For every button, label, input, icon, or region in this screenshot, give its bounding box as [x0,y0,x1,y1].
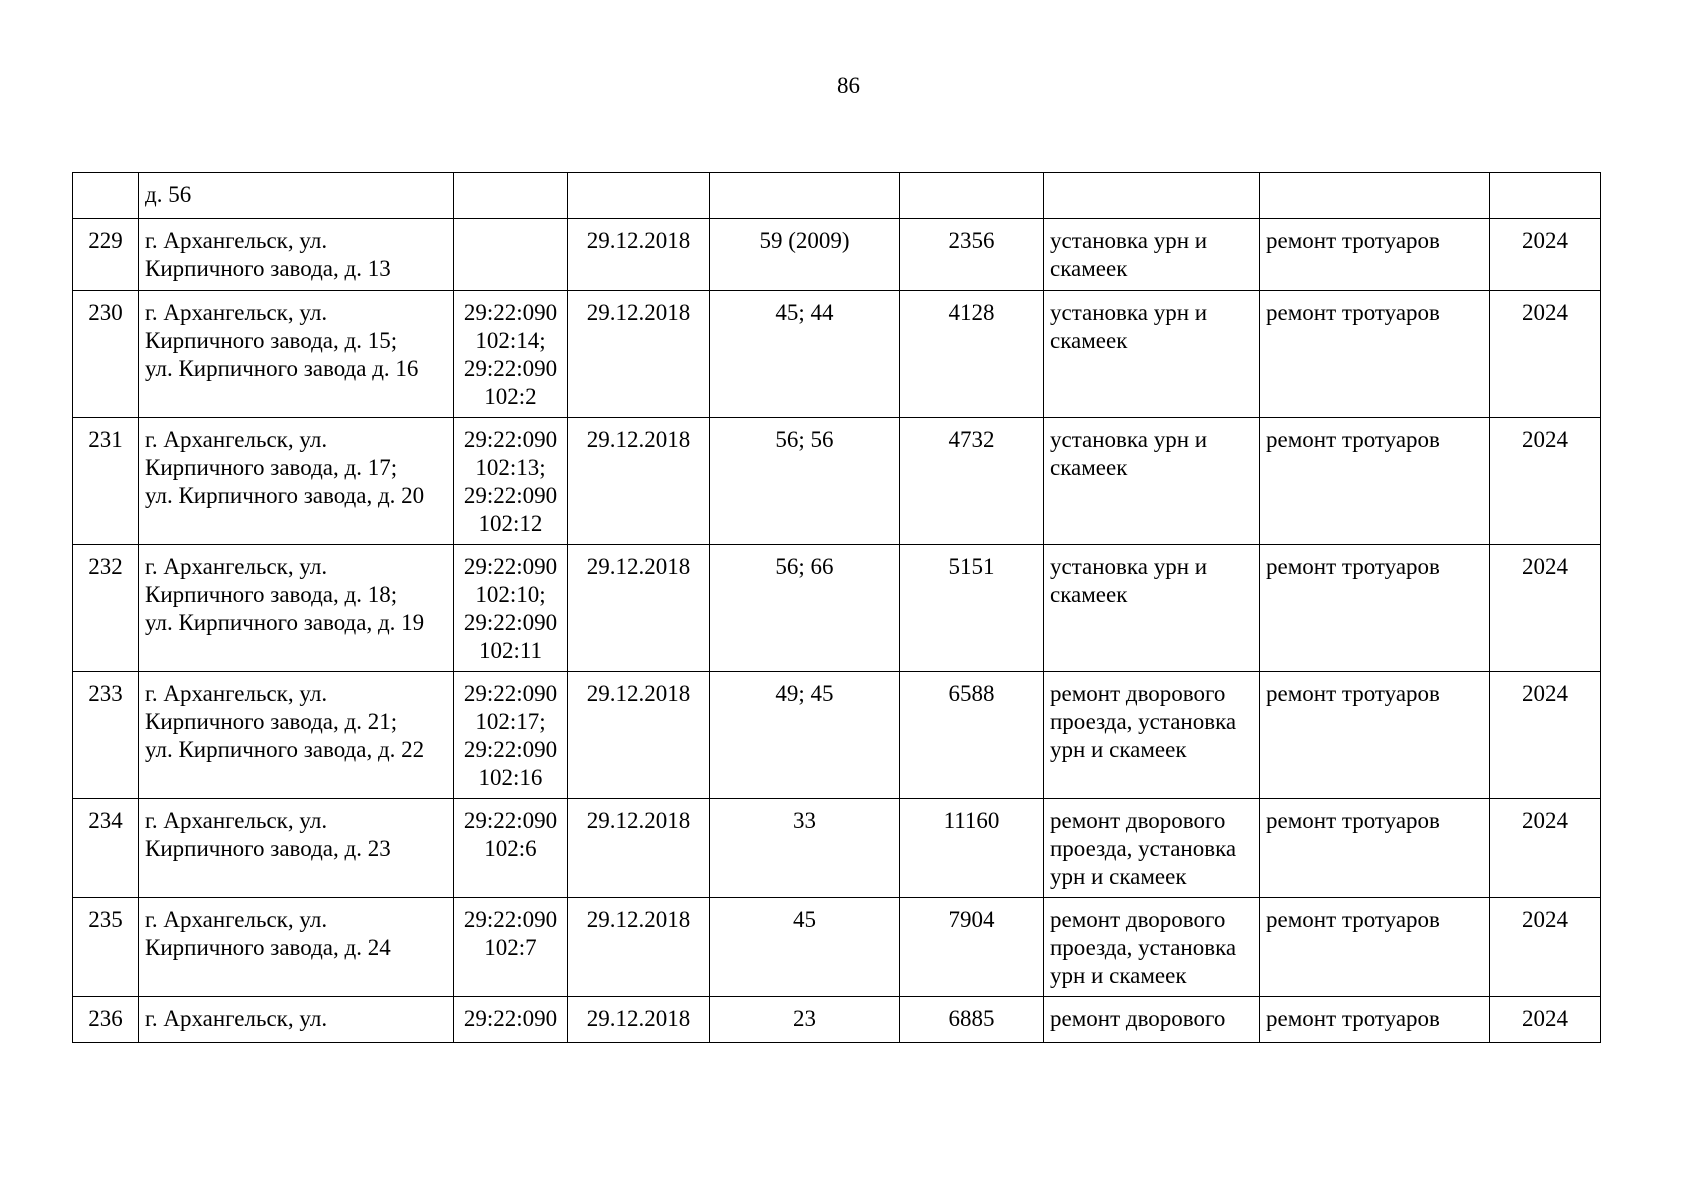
cadastral-number-cell [454,219,568,291]
minimal-works-cell-line: проезда, установка [1050,836,1237,861]
building-info-cell: 33 [710,799,900,898]
registry-table [72,172,1601,1043]
address-cell [139,291,454,418]
minimal-works-cell-line: проезда, установка [1050,709,1237,734]
row-number: 229 [73,219,139,291]
cadastral-number-cell-line: 102:14; [475,328,546,353]
area-cell: 4732 [900,418,1044,545]
area-cell [900,173,1044,219]
year-cell: 2024 [1490,997,1601,1043]
additional-works-cell: ремонт тротуаров [1260,898,1490,997]
area-cell: 6588 [900,672,1044,799]
address-cell-line: ул. Кирпичного завода, д. 20 [145,483,425,508]
row-number: 231 [73,418,139,545]
building-info-cell: 56; 56 [710,418,900,545]
building-info-cell: 23 [710,997,900,1043]
building-info-cell: 45; 44 [710,291,900,418]
minimal-works-cell-line: урн и скамеек [1050,864,1187,889]
address-cell-line: г. Архангельск, ул. [145,907,328,932]
inventory-date-cell: 29.12.2018 [568,291,710,418]
cadastral-number-cell-line: 29:22:090 [463,1006,558,1031]
additional-works-cell: ремонт тротуаров [1260,291,1490,418]
building-info-cell: 45 [710,898,900,997]
row-number: 235 [73,898,139,997]
building-info-cell: 56; 66 [710,545,900,672]
table-row [73,997,1601,1043]
minimal-works-cell-line: установка урн и [1050,228,1208,253]
additional-works-cell: ремонт тротуаров [1260,672,1490,799]
building-info-cell [710,173,900,219]
cadastral-number-cell-line: 29:22:090 [463,808,558,833]
inventory-date-cell: 29.12.2018 [568,545,710,672]
cadastral-number-cell-line: 102:2 [484,384,537,409]
minimal-works-cell-line: ремонт дворового [1050,907,1226,932]
minimal-works-cell [1044,672,1260,799]
cadastral-number-cell [454,291,568,418]
cadastral-number-cell [454,545,568,672]
cadastral-number-cell-line: 102:16 [478,765,543,790]
year-cell: 2024 [1490,799,1601,898]
address-cell-line: ул. Кирпичного завода, д. 19 [145,610,425,635]
building-info-cell: 59 (2009) [710,219,900,291]
table-row [73,173,1601,219]
address-cell-line: Кирпичного завода, д. 13 [145,256,391,281]
minimal-works-cell [1044,997,1260,1043]
row-number: 230 [73,291,139,418]
cadastral-number-cell-line: 102:12 [478,511,543,536]
table-row [73,545,1601,672]
minimal-works-cell-line: скамеек [1050,328,1128,353]
table-body [73,173,1601,1043]
inventory-date-cell: 29.12.2018 [568,672,710,799]
inventory-date-cell [568,173,710,219]
cadastral-number-cell-line: 29:22:090 [463,356,558,381]
year-cell: 2024 [1490,418,1601,545]
year-cell [1490,173,1601,219]
table-row [73,898,1601,997]
address-cell-line: г. Архангельск, ул. [145,1006,328,1031]
address-cell [139,672,454,799]
inventory-date-cell: 29.12.2018 [568,997,710,1043]
table-row [73,291,1601,418]
cadastral-number-cell [454,418,568,545]
table-row [73,799,1601,898]
address-cell-line: ул. Кирпичного завода, д. 22 [145,737,425,762]
address-cell-line: г. Архангельск, ул. [145,427,328,452]
cadastral-number-cell-line: 29:22:090 [463,681,558,706]
minimal-works-cell-line: скамеек [1050,256,1128,281]
year-cell: 2024 [1490,291,1601,418]
additional-works-cell: ремонт тротуаров [1260,418,1490,545]
minimal-works-cell-line: установка урн и [1050,554,1208,579]
inventory-date-cell: 29.12.2018 [568,799,710,898]
address-cell-line: Кирпичного завода, д. 21; [145,709,398,734]
year-cell: 2024 [1490,219,1601,291]
minimal-works-cell-line: ремонт дворового [1050,808,1226,833]
address-cell [139,997,454,1043]
building-info-cell: 49; 45 [710,672,900,799]
minimal-works-cell-line: ремонт дворового [1050,681,1226,706]
row-number: 233 [73,672,139,799]
cadastral-number-cell-line: 29:22:090 [463,907,558,932]
address-cell-line: ул. Кирпичного завода д. 16 [145,356,419,381]
minimal-works-cell-line: ремонт дворового [1050,1006,1226,1031]
table-row [73,418,1601,545]
year-cell: 2024 [1490,898,1601,997]
address-cell [139,418,454,545]
cadastral-number-cell-line: 29:22:090 [463,554,558,579]
address-cell [139,545,454,672]
address-cell-line: Кирпичного завода, д. 18; [145,582,398,607]
additional-works-cell: ремонт тротуаров [1260,997,1490,1043]
address-cell-line: Кирпичного завода, д. 23 [145,836,391,861]
minimal-works-cell [1044,418,1260,545]
area-cell: 7904 [900,898,1044,997]
cadastral-number-cell-line: 102:7 [484,935,537,960]
cadastral-number-cell [454,997,568,1043]
cadastral-number-cell-line: 102:17; [475,709,546,734]
cadastral-number-cell-line: 29:22:090 [463,610,558,635]
minimal-works-cell [1044,291,1260,418]
cadastral-number-cell-line: 102:6 [484,836,537,861]
address-cell-line: Кирпичного завода, д. 15; [145,328,398,353]
minimal-works-cell [1044,799,1260,898]
cadastral-number-cell [454,898,568,997]
cadastral-number-cell-line: 29:22:090 [463,427,558,452]
inventory-date-cell: 29.12.2018 [568,418,710,545]
cadastral-number-cell-line: 29:22:090 [463,300,558,325]
row-number: 232 [73,545,139,672]
minimal-works-cell-line: проезда, установка [1050,935,1237,960]
cadastral-number-cell [454,672,568,799]
address-cell-line: Кирпичного завода, д. 24 [145,935,391,960]
minimal-works-cell [1044,219,1260,291]
minimal-works-cell [1044,898,1260,997]
row-number: 236 [73,997,139,1043]
address-cell-line: д. 56 [145,182,192,207]
minimal-works-cell-line: скамеек [1050,455,1128,480]
address-cell [139,799,454,898]
additional-works-cell: ремонт тротуаров [1260,799,1490,898]
cadastral-number-cell-line: 29:22:090 [463,737,558,762]
inventory-date-cell: 29.12.2018 [568,898,710,997]
address-cell-line: г. Архангельск, ул. [145,808,328,833]
minimal-works-cell-line: установка урн и [1050,300,1208,325]
cadastral-number-cell [454,173,568,219]
address-cell-line: Кирпичного завода, д. 17; [145,455,398,480]
cadastral-number-cell-line: 102:10; [475,582,546,607]
address-cell-line: г. Архангельск, ул. [145,228,328,253]
address-cell [139,898,454,997]
year-cell: 2024 [1490,672,1601,799]
cadastral-number-cell [454,799,568,898]
row-number [73,173,139,219]
minimal-works-cell-line: установка урн и [1050,427,1208,452]
page-number: 86 [837,73,860,98]
table-row [73,219,1601,291]
address-cell [139,173,454,219]
area-cell: 5151 [900,545,1044,672]
minimal-works-cell [1044,545,1260,672]
address-cell-line: г. Архангельск, ул. [145,554,328,579]
additional-works-cell: ремонт тротуаров [1260,219,1490,291]
minimal-works-cell-line: урн и скамеек [1050,963,1187,988]
area-cell: 2356 [900,219,1044,291]
area-cell: 11160 [900,799,1044,898]
minimal-works-cell-line: урн и скамеек [1050,737,1187,762]
minimal-works-cell [1044,173,1260,219]
area-cell: 6885 [900,997,1044,1043]
cadastral-number-cell-line: 102:13; [475,455,546,480]
row-number: 234 [73,799,139,898]
address-cell-line: г. Архангельск, ул. [145,681,328,706]
inventory-date-cell: 29.12.2018 [568,219,710,291]
year-cell: 2024 [1490,545,1601,672]
cadastral-number-cell-line: 102:11 [478,638,543,663]
address-cell-line: г. Архангельск, ул. [145,300,328,325]
cadastral-number-cell-line: 29:22:090 [463,483,558,508]
area-cell: 4128 [900,291,1044,418]
address-cell [139,219,454,291]
additional-works-cell [1260,173,1490,219]
additional-works-cell: ремонт тротуаров [1260,545,1490,672]
table-row [73,672,1601,799]
minimal-works-cell-line: скамеек [1050,582,1128,607]
